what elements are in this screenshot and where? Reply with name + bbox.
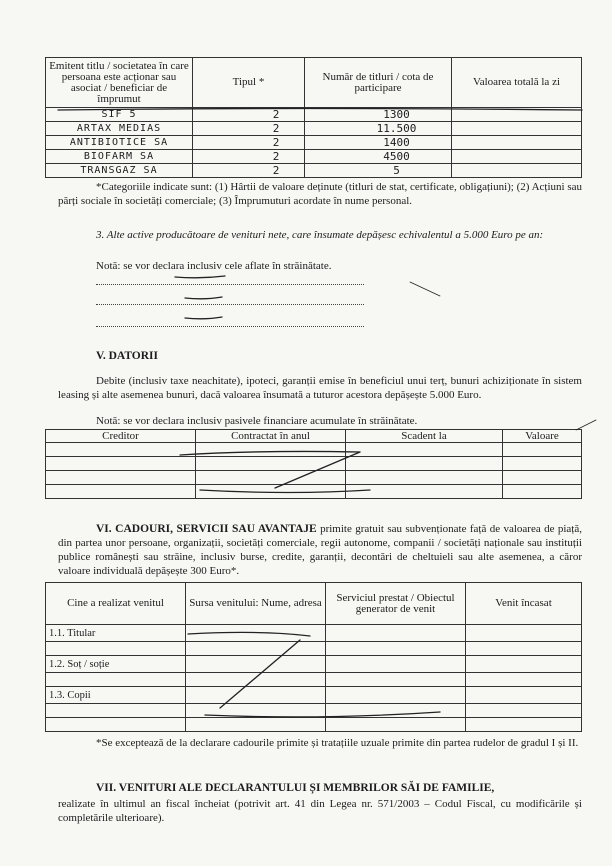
table-row (46, 625, 582, 642)
row-titular: 1.1. Titular (46, 625, 186, 642)
col-tip: Tipul * (193, 58, 305, 108)
datorii-note: Notă: se vor declara inclusiv pasivele financiare acumulate în străinătate. (96, 415, 418, 427)
tip-cell: 2 (193, 136, 305, 150)
titles-table (45, 57, 582, 178)
table-row (46, 457, 582, 471)
col-sursa: Sursa venitului: Nume, adresa (186, 583, 326, 625)
table-row (46, 485, 582, 499)
table-row (46, 150, 582, 164)
table-row (46, 108, 582, 122)
emitent-cell: SIF 5 (46, 108, 193, 122)
col-scadent: Scadent la (346, 430, 503, 443)
table-row (46, 471, 582, 485)
datorii-heading: V. DATORII (96, 350, 158, 362)
emitent-cell: ARTAX MEDIAS (46, 122, 193, 136)
cadouri-paragraph (58, 522, 582, 578)
col-valoare: Valoarea totală la zi (452, 58, 582, 108)
datorii-paragraph: Debite (inclusiv taxe neachitate), ipoteci, garanții emise în beneficiul unui terț, bunuri achiziționate în sistem leasing și alte asemenea bunuri, dacă valoarea însumată a tuturor acestora depășește 5.000 Euro. (58, 375, 582, 401)
table-row (46, 673, 582, 687)
col-serviciu: Serviciul prestat / Obiectul generator de venit (326, 583, 466, 625)
blank-line (96, 304, 364, 305)
table-row (46, 136, 582, 150)
cadouri-heading: VI. CADOURI, SERVICII SAU AVANTAJE (96, 523, 317, 535)
col-venit: Venit încasat (466, 583, 582, 625)
numar-cell: 11.500 (305, 122, 452, 136)
active-note: Notă: se vor declara inclusiv cele aflate în străinătate. (96, 260, 332, 272)
debts-table (45, 429, 582, 499)
valoare-cell (452, 164, 582, 178)
table-row (46, 122, 582, 136)
col-contractat: Contractat în anul (196, 430, 346, 443)
tip-cell: 2 (193, 164, 305, 178)
emitent-cell: ANTIBIOTICE SA (46, 136, 193, 150)
blank-line (96, 326, 364, 327)
col-cine: Cine a realizat venitul (46, 583, 186, 625)
table-row (46, 164, 582, 178)
titles-footnote: *Categoriile indicate sunt: (1) Hârtii de valoare deținute (titluri de stat, certificate, obligațiuni); (2) Acțiuni sau părți sociale în societăți comerciale; (3) Împrumuturi acordate în nume personal. (58, 181, 582, 207)
table-row (46, 443, 582, 457)
tip-cell: 2 (193, 108, 305, 122)
col-creditor: Creditor (46, 430, 196, 443)
cadouri-footnote: *Se exceptează de la declarare cadourile primite și tratațiile uzuale primite din partea rudelor de gradul I și II. (96, 737, 579, 749)
numar-cell: 4500 (305, 150, 452, 164)
numar-cell: 1300 (305, 108, 452, 122)
active-title: 3. Alte active producătoare de venituri nete, care însumate depășesc echivalentul a 5.000 Euro pe an: (96, 229, 544, 241)
row-sot: 1.2. Soț / soție (46, 656, 186, 673)
table-row (46, 718, 582, 732)
tip-cell: 2 (193, 150, 305, 164)
tip-cell: 2 (193, 122, 305, 136)
numar-cell: 5 (305, 164, 452, 178)
venituri-paragraph: realizate în ultimul an fiscal încheiat (potrivit art. 41 din Legea nr. 571/2003 – Codul Fiscal, cu modificările și completările ulterioare). (58, 798, 582, 824)
venituri-heading: VII. VENITURI ALE DECLARANTULUI ȘI MEMBRILOR SĂI DE FAMILIE, (96, 782, 495, 794)
gifts-table (45, 582, 582, 732)
valoare-cell (452, 136, 582, 150)
col-valoare: Valoare (503, 430, 582, 443)
table-row (46, 656, 582, 673)
emitent-cell: BIOFARM SA (46, 150, 193, 164)
emitent-cell: TRANSGAZ SA (46, 164, 193, 178)
valoare-cell (452, 122, 582, 136)
blank-line (96, 284, 364, 285)
table-row (46, 687, 582, 704)
row-copii: 1.3. Copii (46, 687, 186, 704)
col-emitent: Emitent titlu / societatea în care persoana este acționar sau asociat / beneficiar de împrumut (46, 58, 193, 108)
valoare-cell (452, 150, 582, 164)
cadouri-text: primite gratuit sau subvenționate față de valoarea de piață, din partea unor persoane, organizații, societăți comerciale, regii autonome, companii / societăți naționale sau instituții publice românești sau străine, inclusiv burse, credite, garanții, decontări de cheltuieli sau alte asemenea, a căror valoare individuală depășește 300 Euro*. (58, 523, 582, 577)
table-row (46, 704, 582, 718)
numar-cell: 1400 (305, 136, 452, 150)
table-row (46, 642, 582, 656)
col-numar: Număr de titluri / cota de participare (305, 58, 452, 108)
valoare-cell (452, 108, 582, 122)
